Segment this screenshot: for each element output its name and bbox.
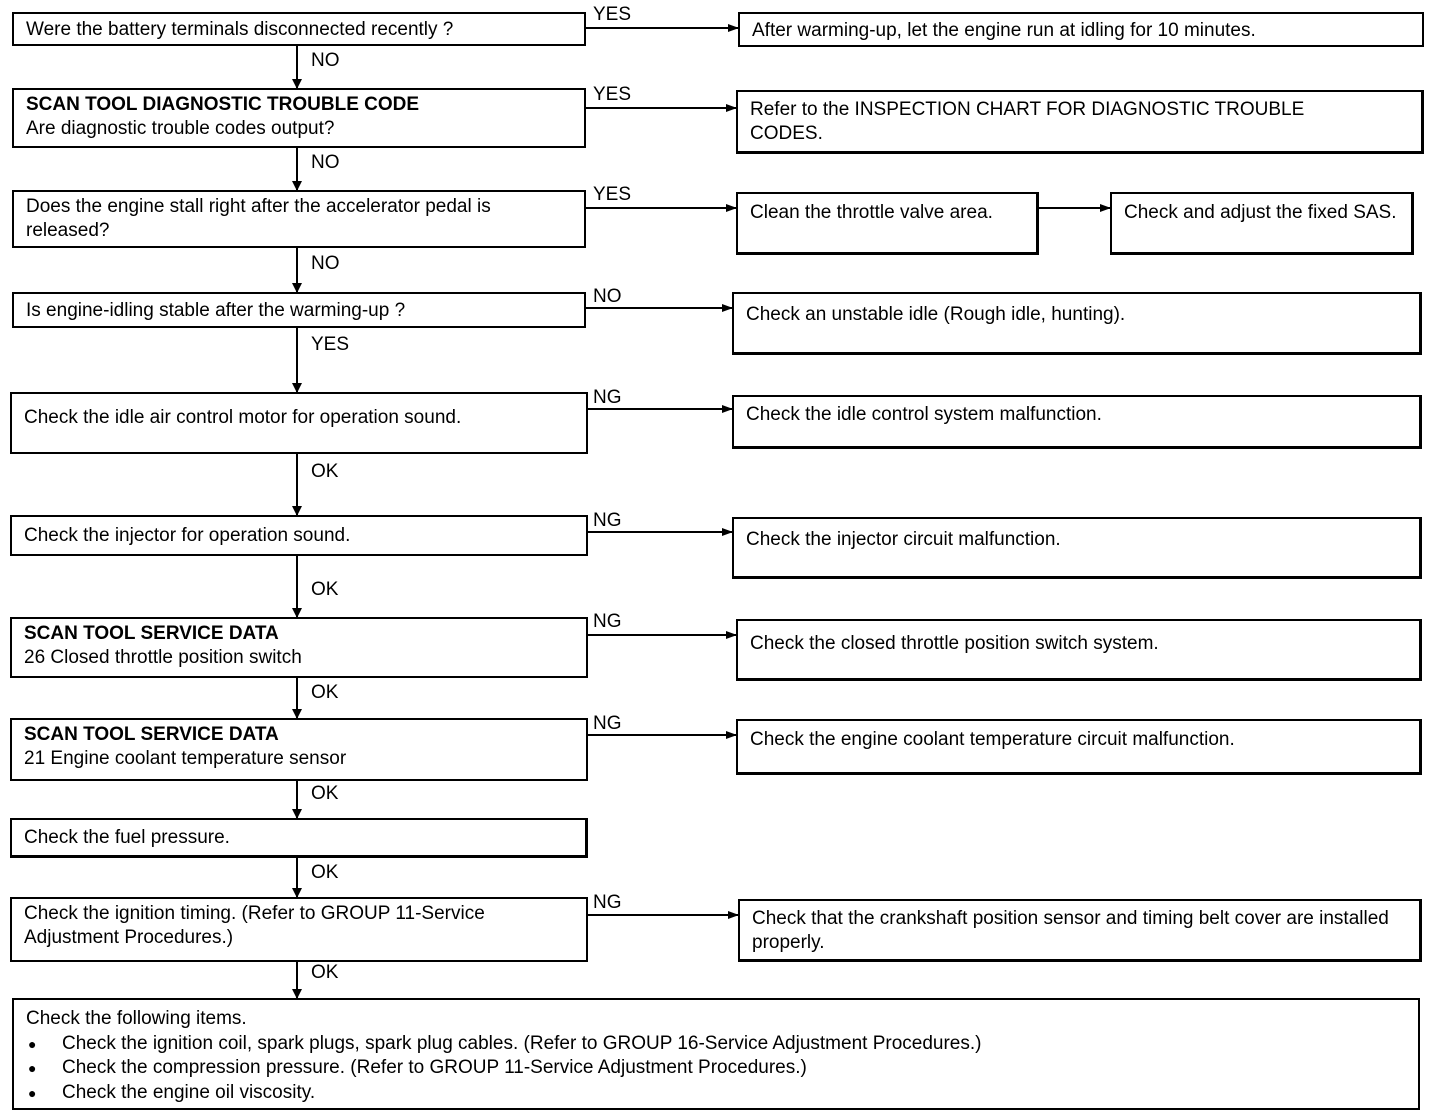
injector-circuit-action-text: Check the injector circuit malfunction. <box>746 529 1061 550</box>
adjust-sas-action-text: Check and adjust the fixed SAS. <box>1124 202 1397 223</box>
yes-label-2: YES <box>593 84 632 105</box>
dtc-question-text: Are diagnostic trouble codes output? <box>26 118 335 139</box>
idle-stable-question-box <box>12 292 586 328</box>
crankshaft-sensor-action-box <box>738 899 1422 962</box>
final-check-item: ● Check the engine oil viscosity. <box>26 1081 1406 1106</box>
clean-throttle-action-text: Clean the throttle valve area. <box>750 202 993 223</box>
fuel-pressure-step-text: Check the fuel pressure. <box>24 827 230 848</box>
yes-label-3: YES <box>593 184 632 205</box>
final-checks-intro: Check the following items. <box>26 1008 247 1029</box>
closed-throttle-data-title: SCAN TOOL SERVICE DATA <box>24 623 279 644</box>
coolant-circuit-action-box <box>736 719 1422 775</box>
ok-label-5: OK <box>311 461 339 482</box>
ng-label-7: NG <box>593 611 622 632</box>
warming-up-action-box <box>738 12 1424 47</box>
ng-label-6: NG <box>593 510 622 531</box>
stall-question-box <box>12 190 586 248</box>
clean-throttle-action-box <box>736 192 1039 255</box>
no-label-1: NO <box>311 50 340 71</box>
dtc-question-title: SCAN TOOL DIAGNOSTIC TROUBLE CODE <box>26 94 420 115</box>
ignition-timing-step-box <box>10 897 588 962</box>
coolant-sensor-data-box <box>10 718 588 781</box>
inspection-chart-action-box <box>736 90 1424 154</box>
idle-control-action-text: Check the idle control system malfunction. <box>746 404 1102 425</box>
yes-label-1: YES <box>593 4 632 25</box>
battery-question-box <box>12 12 586 46</box>
no-label-2: NO <box>311 152 340 173</box>
battery-question-text: Were the battery terminals disconnected recently ? <box>26 19 454 40</box>
final-check-item: ● Check the compression pressure. (Refer to GROUP 11-Service Adjustment Procedures.) <box>26 1056 1406 1081</box>
coolant-sensor-data-text: 21 Engine coolant temperature sensor <box>24 748 347 769</box>
injector-sound-step-text: Check the injector for operation sound. <box>24 525 351 546</box>
idle-stable-question-text: Is engine-idling stable after the warming-up ? <box>26 300 406 321</box>
ok-label-10: OK <box>311 962 339 983</box>
idle-air-motor-step-box <box>10 392 588 454</box>
ok-label-7: OK <box>311 682 339 703</box>
yes-label-4: YES <box>311 334 350 355</box>
idle-air-motor-step-text: Check the idle air control motor for operation sound. <box>24 407 462 428</box>
closed-throttle-action-box <box>736 619 1422 681</box>
crankshaft-sensor-action-text: Check that the crankshaft position sensor and timing belt cover are installed properly. <box>752 908 1389 953</box>
ng-label-8: NG <box>593 713 622 734</box>
no-label-4: NO <box>593 286 622 307</box>
injector-sound-step-box <box>10 515 588 556</box>
ok-label-6: OK <box>311 579 339 600</box>
idle-control-action-box <box>732 395 1422 449</box>
ok-label-8: OK <box>311 783 339 804</box>
ng-label-10: NG <box>593 892 622 913</box>
ng-label-5: NG <box>593 387 622 408</box>
unstable-idle-action-text: Check an unstable idle (Rough idle, hunting). <box>746 304 1126 325</box>
fuel-pressure-step-box <box>10 818 588 858</box>
final-check-item: ● Check the ignition coil, spark plugs, spark plug cables. (Refer to GROUP 16-Service Adjustment Procedures.) <box>26 1032 1406 1057</box>
inspection-chart-action-text: Refer to the INSPECTION CHART FOR DIAGNOSTIC TROUBLE CODES. <box>750 99 1305 144</box>
ok-label-9: OK <box>311 862 339 883</box>
closed-throttle-data-box <box>10 617 588 678</box>
coolant-sensor-data-title: SCAN TOOL SERVICE DATA <box>24 724 279 745</box>
closed-throttle-action-text: Check the closed throttle position switch system. <box>750 633 1159 654</box>
injector-circuit-action-box <box>732 517 1422 579</box>
stall-question-text: Does the engine stall right after the accelerator pedal is released? <box>26 196 491 241</box>
closed-throttle-data-text: 26 Closed throttle position switch <box>24 647 302 668</box>
dtc-question-box <box>12 88 586 148</box>
unstable-idle-action-box <box>732 292 1422 355</box>
warming-up-action-text: After warming-up, let the engine run at idling for 10 minutes. <box>752 20 1256 41</box>
ignition-timing-step-text: Check the ignition timing. (Refer to GROUP 11-Service Adjustment Procedures.) <box>24 903 485 948</box>
no-label-3: NO <box>311 253 340 274</box>
final-checks-box <box>12 998 1420 1110</box>
adjust-sas-action-box <box>1110 192 1414 255</box>
coolant-circuit-action-text: Check the engine coolant temperature circuit malfunction. <box>750 729 1235 750</box>
